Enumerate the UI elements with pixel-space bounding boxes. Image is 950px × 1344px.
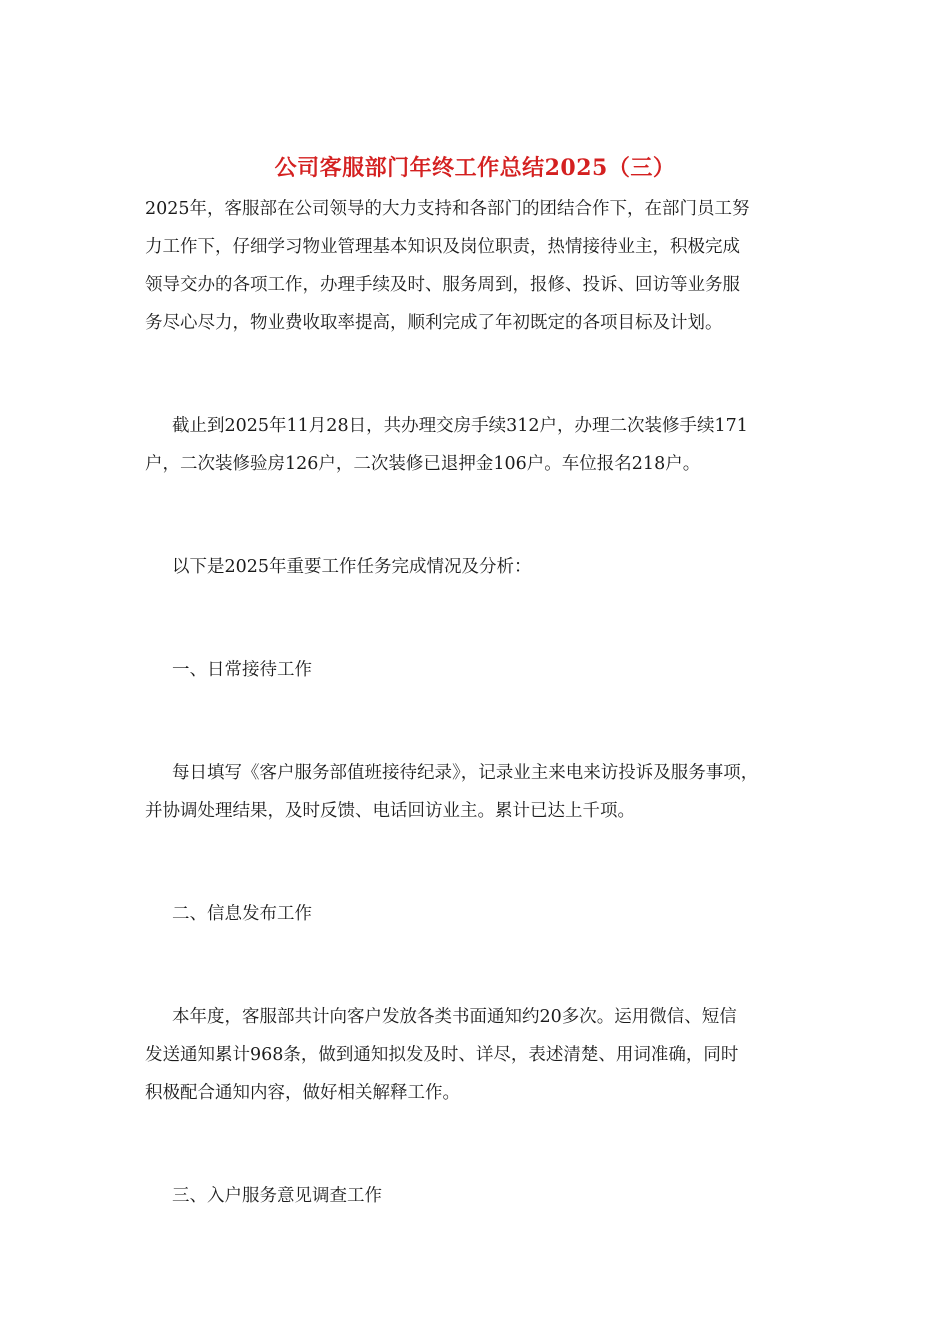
section-1-line-1: 每日填写《客户服务部值班接待纪录》，记录业主来电来访投诉及服务事项，: [172, 763, 759, 783]
section-2-line-2: 发送通知累计968条，做到通知拟发及时、详尽，表述清楚、用词准确，同时: [145, 1045, 739, 1065]
intro-line-2: 力工作下，仔细学习物业管理基本知识及岗位职责，热情接待业主，积极完成: [145, 237, 740, 257]
section-1-heading: 一、日常接待工作: [172, 660, 312, 680]
section-3-heading: 三、入户服务意见调查工作: [172, 1186, 382, 1206]
lead-paragraph: 以下是2025年重要工作任务完成情况及分析：: [172, 557, 532, 577]
intro-line-4: 务尽心尽力，物业费收取率提高，顺利完成了年初既定的各项目标及计划。: [145, 313, 723, 333]
intro-line-1: 2025年，客服部在公司领导的大力支持和各部门的团结合作下，在部门员工努: [145, 199, 750, 219]
stats-line-2: 户，二次装修验房126户，二次装修已退押金106户。车位报名218户。: [145, 454, 701, 474]
section-1-line-2: 并协调处理结果，及时反馈、电话回访业主。累计已达上千项。: [145, 801, 635, 821]
intro-line-3: 领导交办的各项工作，办理手续及时、服务周到，报修、投诉、回访等业务服: [145, 275, 740, 295]
document-title: 公司客服部门年终工作总结2025（三）: [274, 155, 676, 181]
stats-line-1: 截止到2025年11月28日，共办理交房手续312户，办理二次装修手续171: [172, 416, 748, 436]
section-2-heading: 二、信息发布工作: [172, 904, 312, 924]
section-2-line-1: 本年度，客服部共计向客户发放各类书面通知约20多次。运用微信、短信: [172, 1007, 737, 1027]
section-2-line-3: 积极配合通知内容，做好相关解释工作。: [145, 1083, 460, 1103]
